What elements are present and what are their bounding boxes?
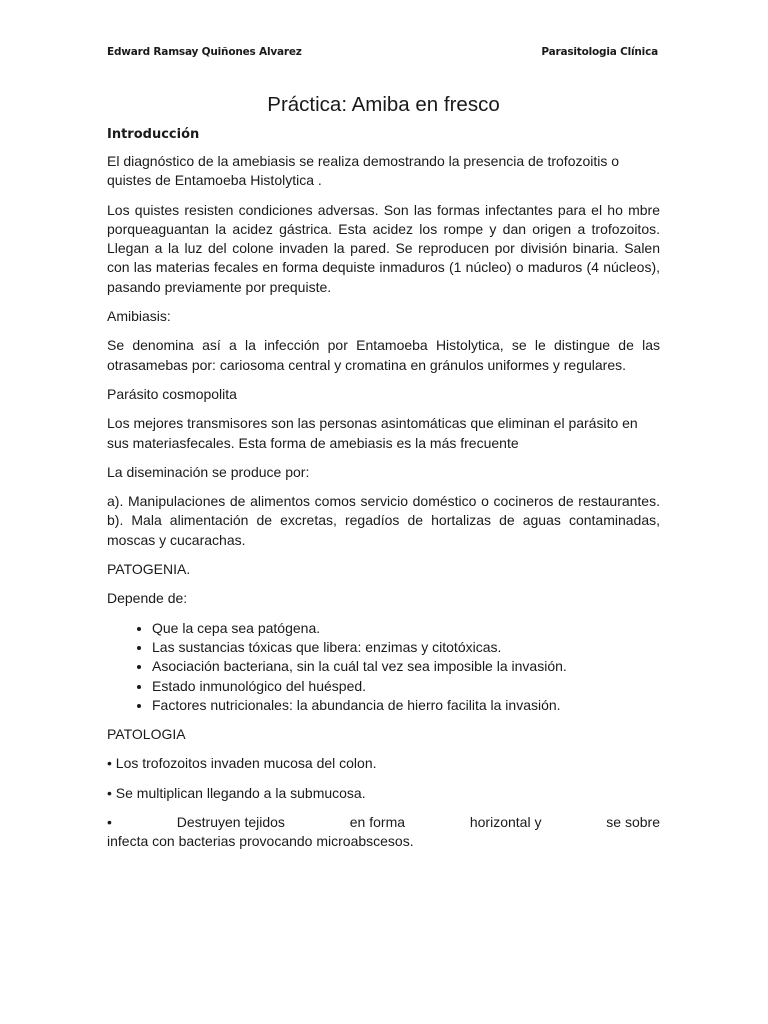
header-subject: Parasitologia Clínica xyxy=(541,46,658,58)
document-body xyxy=(107,92,660,862)
patologia-item-spread-line xyxy=(107,813,660,832)
patologia-item-continuation: infecta con bacterias provocando microabscesos. xyxy=(107,833,414,850)
bullet: • xyxy=(107,814,112,831)
patologia-item: • Se multiplican llegando a la submucosa. xyxy=(107,784,366,801)
paragraph: PATOGENIA. xyxy=(107,561,191,578)
list-item: • Factores nutricionales: la abundancia de hierro facilita la invasión. xyxy=(152,696,660,715)
text-segment: se sobre xyxy=(606,814,660,831)
paragraph: El diagnóstico de la amebiasis se realiza demostrando la presencia de trofozoitis o quistes de Entamoeba Histolytica . xyxy=(107,153,620,189)
text-segment: en forma xyxy=(349,814,406,831)
text-segment: horizontal y xyxy=(469,814,542,831)
section-heading-introduccion: Introducción xyxy=(107,127,200,142)
patologia-item: • Los trofozoitos invaden mucosa del colon. xyxy=(107,755,377,772)
paragraph: Se denomina así a la infección por Entamoeba Histolytica, se le distingue de las otrasamebas por: cariosoma central y cromatina en gránulos uniformes y regulares. xyxy=(107,337,660,373)
patogenia-list xyxy=(107,619,660,715)
paragraph: Parásito cosmopolita xyxy=(107,385,237,402)
page-title: Práctica: Amiba en fresco xyxy=(267,93,500,116)
paragraph: a). Manipulaciones de alimentos comos servicio doméstico o cocineros de restaurantes. b). Mala alimentación de excretas, regadíos de hortalizas de aguas contaminadas, moscas y cucarachas. xyxy=(107,493,660,548)
list-item: • Las sustancias tóxicas que libera: enzimas y citotóxicas. xyxy=(152,638,660,657)
text-segment: Destruyen tejidos xyxy=(176,814,285,831)
page-header xyxy=(107,46,658,58)
paragraph: Depende de: xyxy=(107,590,188,607)
list-item: • Que la cepa sea patógena. xyxy=(152,619,660,638)
section-heading-patologia: PATOLOGIA xyxy=(107,726,186,743)
paragraph: La diseminación se produce por: xyxy=(107,463,310,480)
list-item: • Estado inmunológico del huésped. xyxy=(152,677,660,696)
list-item: • Asociación bacteriana, sin la cuál tal vez sea imposible la invasión. xyxy=(152,657,660,676)
paragraph: Amibiasis: xyxy=(107,308,171,325)
paragraph: Los quistes resisten condiciones adversas. Son las formas infectantes para el ho mbre porqueaguantan la acidez gástrica. Esta acidez los rompe y dan origen a trofozoitos. Llegan a la luz del colone invaden la pared. Se reproducen por división binaria. Salen con las materias fecales en forma dequiste inmaduros (1 núcleo) o maduros (4 núcleos), pasando previamente por prequiste. xyxy=(107,201,660,295)
paragraph: Los mejores transmisores son las personas asintomáticas que eliminan el parásito en sus materiasfecales. Esta forma de amebiasis es la más frecuente xyxy=(107,415,638,451)
header-author: Edward Ramsay Quiñones Alvarez xyxy=(107,46,302,58)
